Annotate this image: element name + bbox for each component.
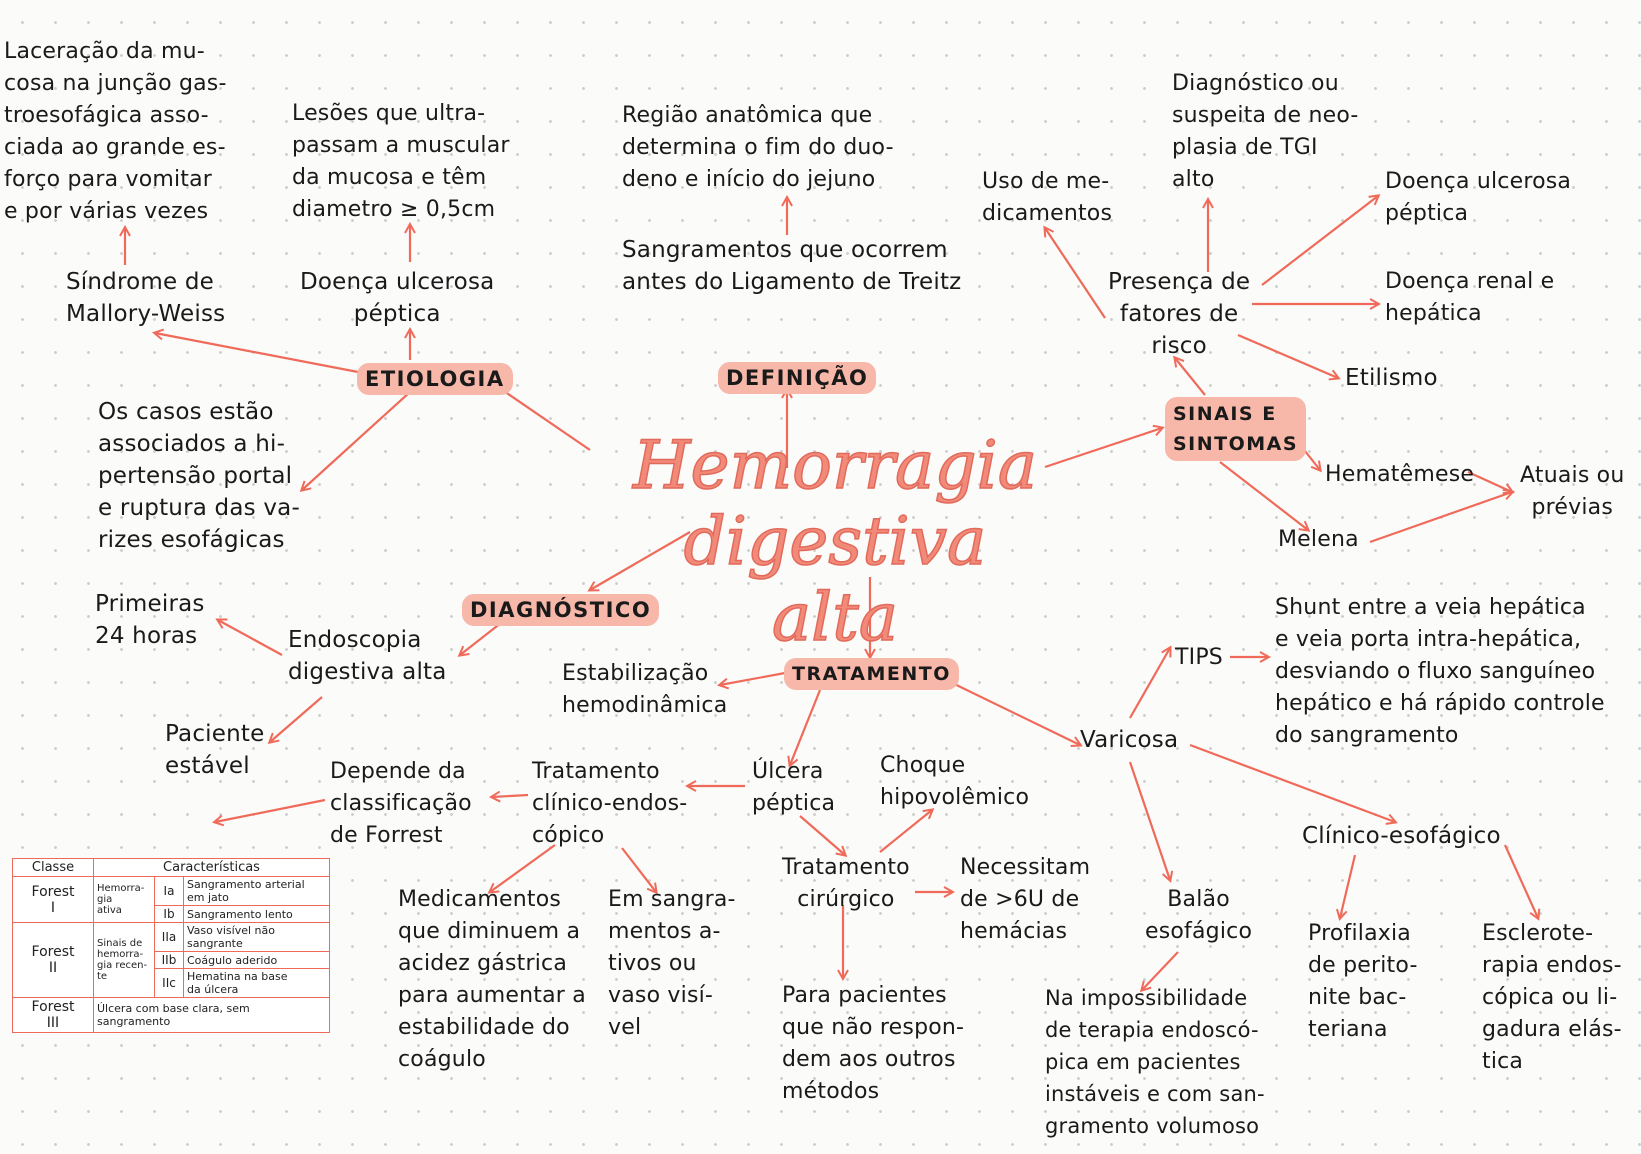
table-row [13, 998, 330, 1033]
tratamento-clinico-endoscopico: Tratamento clínico-endos- cópico [532, 759, 688, 848]
doenca-ulcerosa-risco: Doença ulcerosa péptica [1385, 169, 1572, 226]
forrest-classification-table [12, 858, 330, 1033]
class-iic: IIc [155, 969, 184, 998]
tag-sinais-sintomas: SINAIS E SINTOMAS [1165, 397, 1306, 461]
class-iib-desc: Coágulo aderido [184, 952, 330, 969]
melena: Melena [1278, 527, 1359, 552]
tips: TIPS [1175, 645, 1223, 670]
tratamento-cirurgico: Tratamento cirúrgico [782, 855, 910, 912]
depende-forrest: Depende da classificação de Forrest [330, 759, 472, 848]
balao-esofagico: Balão esofágico [1145, 887, 1253, 944]
etilismo: Etilismo [1345, 365, 1438, 391]
endoscopia-digestiva-alta: Endoscopia digestiva alta [288, 627, 447, 685]
varicosa: Varicosa [1080, 727, 1179, 753]
tips-description: Shunt entre a veia hepática e veia porta intra-hepática, desviando o fluxo sanguíneo hepático e há rápido controle do sangramento [1275, 595, 1605, 748]
clinico-esofagico: Clínico-esofágico [1302, 823, 1501, 849]
tag-diagnostico: DIAGNÓSTICO [462, 594, 659, 626]
forrest-3-desc: Úlcera com base clara, sem sangramento [94, 998, 330, 1033]
tag-definicao: DEFINIÇÃO [718, 362, 876, 394]
mallory-description: Laceração da mu- cosa na junção gas- troesofágica asso- ciada ao grande es- forço para vomitar e por várias vezes [4, 39, 227, 224]
nao-respondem: Para pacientes que não respon- dem aos outros métodos [782, 983, 965, 1104]
forrest-3: Forest III [13, 998, 94, 1033]
class-ib: Ib [155, 906, 184, 923]
class-iia: IIa [155, 923, 184, 952]
neoplasia-tgi: Diagnóstico ou suspeita de neo- plasia de TGI alto [1172, 71, 1359, 192]
ulcera-peptica: Úlcera péptica [752, 759, 836, 816]
sangramentos-ativos: Em sangra- mentos a- tivos ou vaso visí- vel [608, 887, 736, 1040]
forrest-1: Forest I [13, 877, 94, 923]
class-iia-desc: Vaso visível não sangrante [184, 923, 330, 952]
class-ia-desc: Sangramento arterial em jato [184, 877, 330, 906]
forrest-2-group: Sinais de hemorra- gia recen- te [94, 923, 155, 998]
class-ib-desc: Sangramento lento [184, 906, 330, 923]
treitz-description: Região anatômica que determina o fim do duo- deno e início do jejuno [622, 103, 894, 192]
doenca-renal-hepatica: Doença renal e hepática [1385, 269, 1555, 326]
varizes-note: Os casos estão associados a hi- pertensão portal e ruptura das va- rizes esofágicas [98, 399, 300, 553]
table-row [13, 877, 330, 906]
dup-description: Lesões que ultra- passam a muscular da mucosa e têm diametro ≥ 0,5cm [292, 101, 510, 222]
profilaxia-peritonite: Profilaxia de perito- nite bac- teriana [1308, 921, 1418, 1042]
paciente-estavel: Paciente estável [165, 721, 265, 779]
uso-medicamentos: Uso de me- dicamentos [982, 169, 1113, 226]
header-caracteristicas: Características [94, 859, 330, 877]
primeiras-24-horas: Primeiras 24 horas [95, 591, 205, 649]
dup-etiologia-node: Doença ulcerosa péptica [300, 269, 495, 327]
class-ia: Ia [155, 877, 184, 906]
header-classe: Classe [13, 859, 94, 877]
table-row [13, 859, 330, 877]
necessitam-hemacias: Necessitam de >6U de hemácias [960, 855, 1091, 944]
escleroterapia: Esclerote- rapia endos- cópica ou li- gadura elás- tica [1482, 921, 1622, 1074]
main-title: Hemorragia digestiva alta [632, 427, 1038, 656]
estabilizacao-hemodinamica: Estabilização hemodinâmica [562, 661, 728, 718]
atuais-ou-previas: Atuais ou prévias [1520, 463, 1625, 520]
tag-etiologia: ETIOLOGIA [357, 363, 513, 395]
tag-tratamento: TRATAMENTO [784, 658, 959, 690]
medicamentos-acidez: Medicamentos que diminuem a acidez gástrica para aumentar a estabilidade do coágulo [398, 887, 586, 1072]
class-iib: IIb [155, 952, 184, 969]
definicao-text: Sangramentos que ocorrem antes do Ligamento de Treitz [622, 237, 962, 295]
class-iic-desc: Hematina na base da úlcera [184, 969, 330, 998]
hematemese: Hematêmese [1325, 462, 1475, 487]
choque-hipovolemico: Choque hipovolêmico [880, 753, 1030, 810]
mallory-weiss-node: Síndrome de Mallory-Weiss [66, 269, 226, 327]
balao-description: Na impossibilidade de terapia endoscó- pica em pacientes instáveis e com san- gramento volumoso [1045, 986, 1265, 1138]
table-row [13, 923, 330, 952]
fatores-de-risco: Presença de fatores de risco [1108, 269, 1251, 359]
forrest-2: Forest II [13, 923, 94, 998]
forrest-1-group: Hemorra- gia ativa [94, 877, 155, 923]
